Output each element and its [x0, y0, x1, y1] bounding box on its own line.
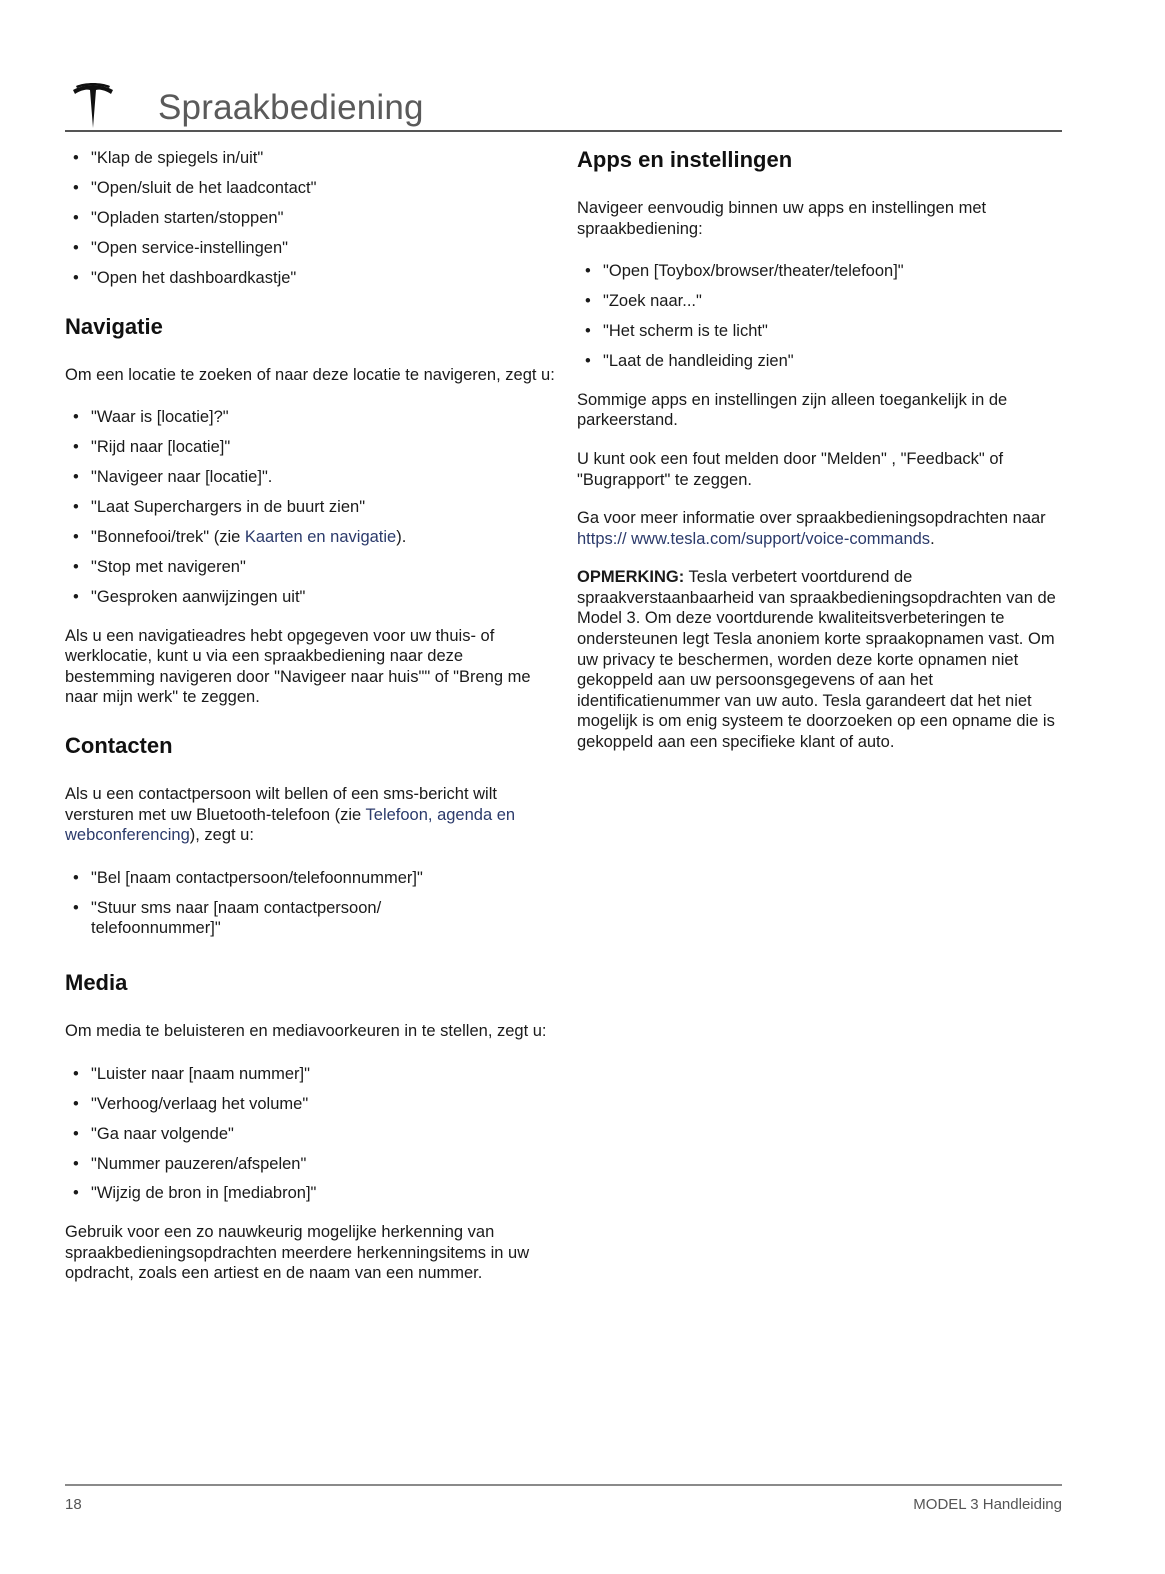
navigatie-closing: Als u een navigatieadres hebt opgegeven voor uw thuis- of werklocatie, kunt u via een spraakbediening naar deze bestemming navigeren door "Navigeer naar huis"" of "Breng me naar mijn werk" te zeggen. — [65, 626, 531, 707]
list-item: • "Bel [naam contactpersoon/telefoonnummer]" — [73, 868, 423, 887]
apps-command-list — [577, 261, 1067, 372]
link-kaarten-en-navigatie[interactable]: Kaarten en navigatie — [244, 528, 397, 547]
list-item: • "Luister naar [naam nummer]" — [73, 1064, 310, 1083]
list-item: • "Rijd naar [locatie]" — [73, 438, 231, 457]
media-closing: Gebruik voor een zo nauwkeurig mogelijke herkenning van spraakbedieningsopdrachten meerdere herkenningsitems in uw opdracht, zoals een artiest en de naam van een nummer. — [65, 1223, 530, 1283]
section-heading-navigatie: Navigatie — [65, 313, 163, 339]
footer-doc-title: MODEL 3 Handleiding — [913, 1496, 1062, 1513]
contacten-command-list — [65, 868, 555, 939]
note-label: OPMERKING: — [577, 568, 685, 587]
apps-para-more-info: Ga voor meer informatie over spraakbedieningsopdrachten naar https:// www.tesla.com/support/voice-commands. — [577, 509, 1046, 548]
media-command-list — [65, 1064, 555, 1205]
apps-para-feedback: U kunt ook een fout melden door "Melden" , "Feedback" of "Bugrapport" te zeggen. — [577, 449, 1004, 489]
list-item: • "Gesproken aanwijzingen uit" — [73, 588, 306, 607]
apps-intro: Navigeer eenvoudig binnen uw apps en instellingen met spraakbediening: — [577, 199, 987, 238]
list-item: • "Zoek naar..." — [585, 292, 702, 311]
page-title: Spraakbediening — [158, 88, 424, 127]
header-divider — [65, 130, 1062, 132]
navigatie-command-list — [65, 407, 555, 608]
note-paragraph: OPMERKING: Tesla verbetert voortdurend de spraakverstaanbaarheid van spraakbedieningsopdrachten van de Model 3. Om deze voortdurende kwaliteitsverbeteringen te ondersteunen legt Tesla anoniem korte spraakopnamen vast. Om uw privacy te beschermen, worden deze korte opnamen niet gekoppeld aan uw persoonsgegevens of aan het identificatienummer van uw auto. Tesla garandeert dat het niet mogelijk is om enig systeem te doorzoeken op een opname die is gekoppeld aan een specifieke klant of auto. — [577, 568, 1056, 752]
list-item: • "Nummer pauzeren/afspelen" — [73, 1154, 307, 1173]
left-column — [65, 140, 555, 1284]
list-item: • "Open het dashboardkastje" — [73, 268, 297, 287]
link-telefoon-agenda[interactable]: Telefoon, agenda en webconferencing — [65, 805, 516, 845]
contacten-intro: Als u een contactpersoon wilt bellen of een sms-bericht wilt versturen met uw Bluetooth-telefoon (zie Telefoon, agenda en webconferencing), zegt u: — [65, 785, 516, 845]
apps-para-parkeerstand: Sommige apps en instellingen zijn alleen toegankelijk in de parkeerstand. — [577, 390, 1008, 430]
section-heading-contacten: Contacten — [65, 733, 173, 758]
footer-divider — [65, 1484, 1062, 1486]
tesla-logo-icon — [71, 82, 115, 130]
page-number: 18 — [65, 1496, 82, 1513]
intro-command-list — [65, 148, 555, 289]
right-column — [577, 140, 1067, 753]
section-heading-apps: Apps en instellingen — [577, 147, 793, 172]
list-item: • "Bonnefooi/trek" (zie Kaarten en navigatie). — [73, 528, 407, 547]
list-item: • "Stop met navigeren" — [73, 558, 246, 577]
list-item: • "Waar is [locatie]?" — [73, 408, 229, 427]
section-heading-media: Media — [65, 969, 128, 995]
list-item: • "Navigeer naar [locatie]". — [73, 468, 273, 487]
list-item: • "Het scherm is te licht" — [585, 322, 768, 341]
list-item: • "Open/sluit de het laadcontact" — [73, 178, 317, 197]
list-item: • "Stuur sms naar [naam contactpersoon/ telefoonnummer]" — [73, 898, 382, 938]
media-intro: Om media te beluisteren en mediavoorkeuren in te stellen, zegt u: — [65, 1021, 547, 1040]
list-item: • "Wijzig de bron in [mediabron]" — [73, 1184, 317, 1203]
page-header — [65, 78, 1062, 132]
list-item: • "Open service-instellingen" — [73, 238, 288, 257]
list-item: • "Open [Toybox/browser/theater/telefoon]" — [585, 262, 904, 281]
list-item: • "Ga naar volgende" — [73, 1124, 234, 1143]
list-item: • "Laat de handleiding zien" — [585, 352, 794, 371]
navigatie-intro: Om een locatie te zoeken of naar deze locatie te navigeren, zegt u: — [65, 365, 555, 384]
list-item: • "Opladen starten/stoppen" — [73, 208, 284, 227]
list-item: • "Verhoog/verlaag het volume" — [73, 1094, 309, 1113]
list-item: • "Laat Superchargers in de buurt zien" — [73, 498, 366, 517]
list-item: • "Klap de spiegels in/uit" — [73, 149, 264, 167]
link-voice-commands-url[interactable]: https:// www.tesla.com/support/voice-commands — [577, 529, 931, 548]
